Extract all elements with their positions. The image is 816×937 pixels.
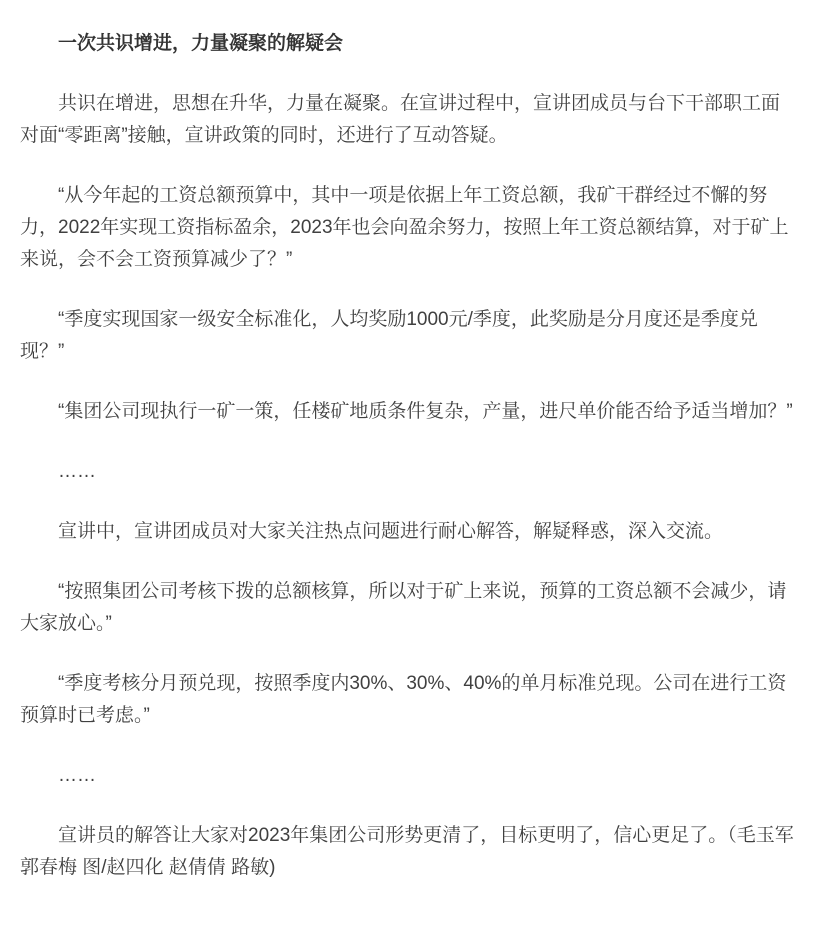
paragraph-conclusion: 宣讲员的解答让大家对2023年集团公司形势更清了，目标更明了，信心更足了。（毛玉军 郭春梅 图/赵四化 赵倩倩 路敏) [20,825,794,878]
paragraph-question-1: “从今年起的工资总额预算中，其中一项是依据上年工资总额，我矿干群经过不懈的努力，2022年实现工资指标盈余，2023年也会向盈余努力，按照上年工资总额结算，对于矿上来说，会不会工资预算减少了？” [20,185,789,270]
paragraph-transition: 宣讲中，宣讲团成员对大家关注热点问题进行耐心解答，解疑释惑，深入交流。 [58,521,724,542]
paragraph-question-3: “集团公司现执行一矿一策，任楼矿地质条件复杂，产量，进尺单价能否给予适当增加？” [58,401,793,422]
ellipsis-2: …… [58,765,96,786]
paragraph-intro: 共识在增进，思想在升华，力量在凝聚。在宣讲过程中，宣讲团成员与台下干部职工面对面“零距离”接触，宣讲政策的同时，还进行了互动答疑。 [20,93,781,146]
paragraph-answer-1: “按照集团公司考核下拨的总额核算，所以对于矿上来说，预算的工资总额不会减少，请大家放心。” [20,581,787,634]
article-title: 一次共识增进，力量凝聚的解疑会 [58,33,344,54]
ellipsis-1: …… [58,461,96,482]
paragraph-answer-2: “季度考核分月预兑现，按照季度内30%、30%、40%的单月标准兑现。公司在进行工资预算时已考虑。” [20,673,787,726]
paragraph-question-2: “季度实现国家一级安全标准化，人均奖励1000元/季度，此奖励是分月度还是季度兑现？” [20,309,758,362]
